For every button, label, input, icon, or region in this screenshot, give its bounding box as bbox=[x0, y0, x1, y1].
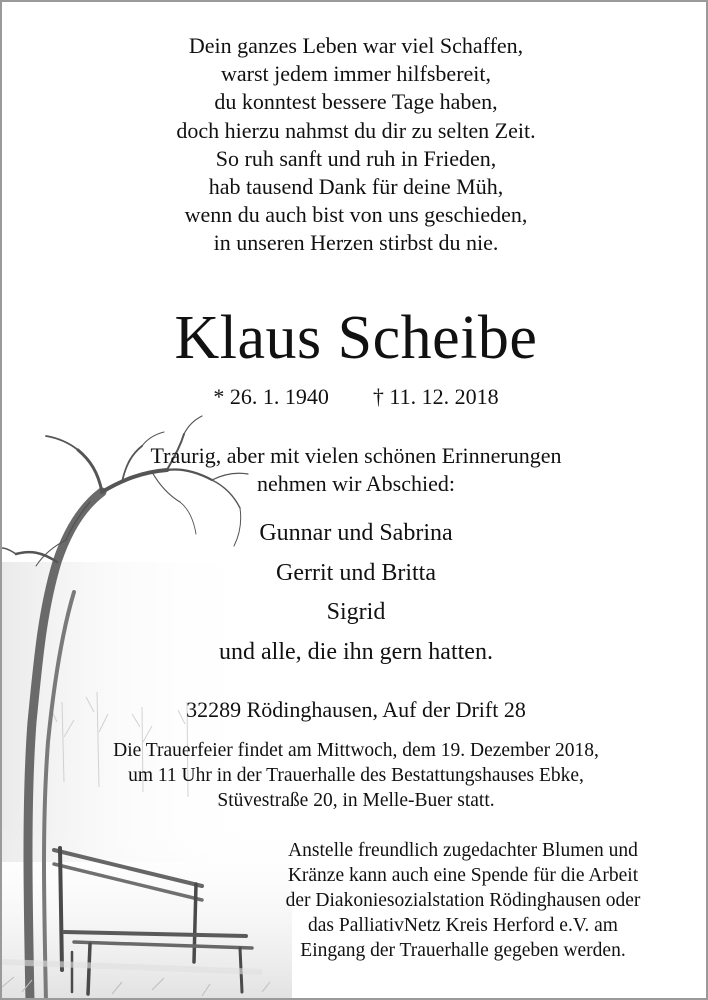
mourning-intro bbox=[2, 442, 708, 498]
donation-note bbox=[228, 838, 698, 963]
donation-line: das PalliativNetz Kreis Herford e.V. am bbox=[308, 915, 618, 936]
poem-line: in unseren Herzen stirbst du nie. bbox=[213, 230, 499, 256]
family-address: 32289 Rödinghausen, Auf der Drift 28 bbox=[186, 697, 526, 722]
mourner: Sigrid bbox=[326, 599, 386, 625]
donation-line: der Diakoniesozialstation Rödinghausen oder bbox=[285, 890, 641, 911]
intro-line: nehmen wir Abschied: bbox=[257, 471, 455, 496]
mourner: Gerrit und Britta bbox=[276, 559, 436, 586]
mourner: Gunnar und Sabrina bbox=[259, 520, 453, 546]
poem-line: warst jedem immer hilfsbereit, bbox=[220, 61, 492, 87]
donation-line: Anstelle freundlich zugedachter Blumen und bbox=[288, 840, 638, 861]
mourner: und alle, die ihn gern hatten. bbox=[219, 638, 493, 665]
birth-date: * 26. 1. 1940 bbox=[213, 384, 329, 409]
mourners-list bbox=[2, 514, 708, 672]
poem-line: So ruh sanft und ruh in Frieden, bbox=[215, 145, 497, 171]
death-date: † 11. 12. 2018 bbox=[372, 384, 499, 409]
service-line: Die Trauerfeier findet am Mittwoch, dem 19. Dezember 2018, bbox=[113, 740, 599, 761]
donation-line: Kränze kann auch eine Spende für die Arbeit bbox=[287, 865, 639, 886]
life-dates bbox=[2, 382, 708, 412]
deceased-name: Klaus Scheibe bbox=[174, 304, 538, 372]
funeral-service-info bbox=[2, 738, 708, 813]
intro-line: Traurig, aber mit vielen schönen Erinnerungen bbox=[150, 443, 562, 468]
poem-line: Dein ganzes Leben war viel Schaffen, bbox=[188, 33, 524, 58]
poem-line: wenn du auch bist von uns geschieden, bbox=[184, 202, 528, 228]
service-line: um 11 Uhr in der Trauerhalle des Bestattungshauses Ebke, bbox=[128, 765, 584, 786]
service-line: Stüvestraße 20, in Melle-Buer statt. bbox=[217, 790, 495, 811]
donation-line: Eingang der Trauerhalle gegeben werden. bbox=[300, 940, 626, 961]
poem-line: hab tausend Dank für deine Müh, bbox=[208, 174, 504, 200]
poem-line: du konntest bessere Tage haben, bbox=[214, 89, 498, 115]
poem-line: doch hierzu nahmst du dir zu selten Zeit. bbox=[176, 117, 536, 143]
poem bbox=[2, 32, 708, 258]
